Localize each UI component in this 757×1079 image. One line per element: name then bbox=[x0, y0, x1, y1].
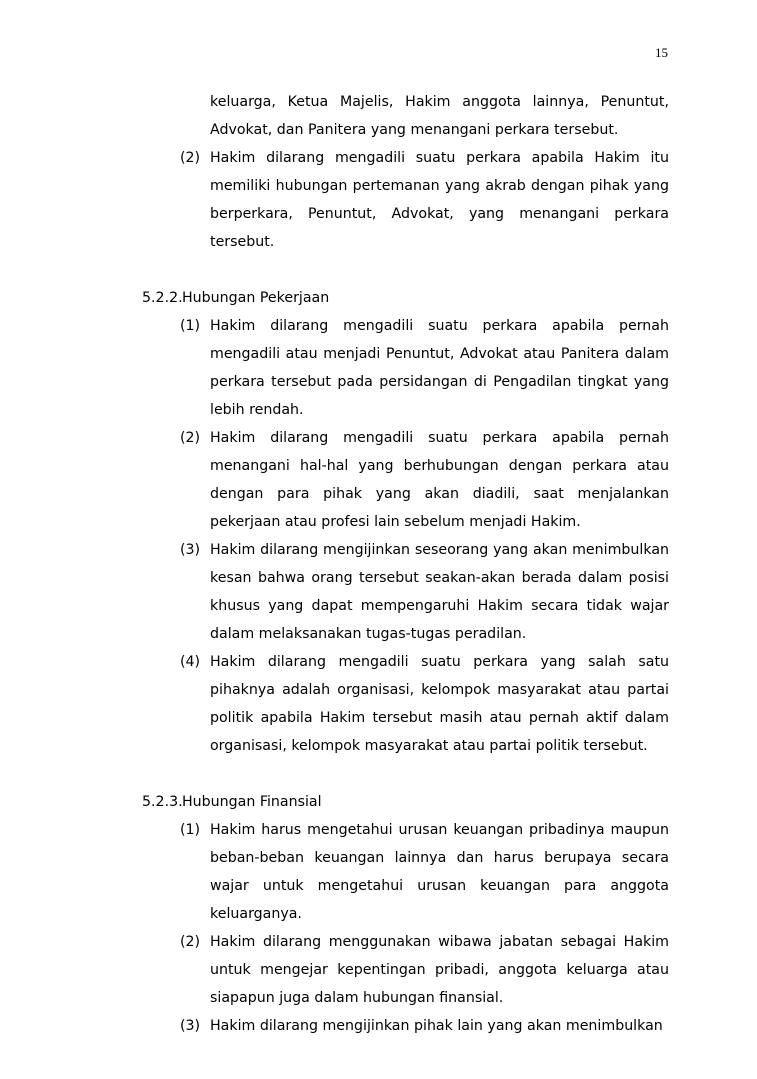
list-item bbox=[142, 928, 669, 1012]
list-item-text: Hakim dilarang mengadili suatu perkara yang salah satu pihaknya adalah organisasi, kelompok masyarakat atau partai politik apabila Hakim tersebut masih atau pernah aktif dalam organisasi, kelompok masyarakat atau partai politik tersebut. bbox=[210, 654, 669, 754]
section-heading bbox=[142, 284, 669, 312]
section-title: Hubungan Pekerjaan bbox=[182, 290, 330, 306]
list-item-number: (4) bbox=[180, 654, 201, 670]
list-item-number: (2) bbox=[180, 430, 201, 446]
page-body bbox=[142, 88, 669, 1040]
list-item-text: Hakim dilarang mengadili suatu perkara apabila pernah mengadili atau menjadi Penuntut, Advokat atau Panitera dalam perkara tersebut pada persidangan di Pengadilan tingkat yang lebih rendah. bbox=[210, 318, 669, 418]
section-title: Hubungan Finansial bbox=[182, 794, 322, 810]
list-item-text: Hakim dilarang mengijinkan seseorang yang akan menimbulkan kesan bahwa orang tersebut seakan-akan berada dalam posisi khusus yang dapat mempengaruhi Hakim secara tidak wajar dalam melaksanakan tugas-tugas peradilan. bbox=[210, 542, 669, 642]
list-item-number: (3) bbox=[180, 1018, 201, 1034]
section-hubungan-finansial bbox=[142, 788, 669, 1040]
list-item-number: (2) bbox=[180, 150, 201, 166]
list-item bbox=[142, 312, 669, 424]
page-number: 15 bbox=[655, 45, 668, 60]
section-heading bbox=[142, 788, 669, 816]
list-item-text: Hakim dilarang mengadili suatu perkara apabila Hakim itu memiliki hubungan pertemanan yang akrab dengan pihak yang berperkara, Penuntut, Advokat, yang menangani perkara tersebut. bbox=[210, 150, 669, 250]
list-item bbox=[142, 424, 669, 536]
section-hubungan-pekerjaan bbox=[142, 284, 669, 760]
list-item-text: Hakim dilarang menggunakan wibawa jabatan sebagai Hakim untuk mengejar kepentingan pribadi, anggota keluarga atau siapapun juga dalam hubungan finansial. bbox=[210, 934, 669, 1006]
list-item-text: Hakim dilarang mengijinkan pihak lain yang akan menimbulkan bbox=[210, 1018, 663, 1034]
list-item-number: (2) bbox=[180, 934, 201, 950]
list-item bbox=[142, 816, 669, 928]
list-item-text: Hakim harus mengetahui urusan keuangan pribadinya maupun beban-beban keuangan lainnya dan harus berupaya secara wajar untuk mengetahui urusan keuangan para anggota keluarganya. bbox=[210, 822, 669, 922]
list-item bbox=[142, 1012, 669, 1040]
section-number: 5.2.2. bbox=[142, 290, 183, 306]
list-item-number: (3) bbox=[180, 542, 201, 558]
list-item bbox=[142, 144, 669, 256]
list-item bbox=[142, 648, 669, 760]
list-item-number: (1) bbox=[180, 318, 201, 334]
list-item bbox=[142, 536, 669, 648]
list-item-text: Hakim dilarang mengadili suatu perkara apabila pernah menangani hal-hal yang berhubungan dengan perkara atau dengan para pihak yang akan diadili, saat menjalankan pekerjaan atau profesi lain sebelum menjadi Hakim. bbox=[210, 430, 669, 530]
section-number: 5.2.3. bbox=[142, 794, 183, 810]
list-item-number: (1) bbox=[180, 822, 201, 838]
continuation-paragraph: keluarga, Ketua Majelis, Hakim anggota lainnya, Penuntut, Advokat, dan Panitera yang menangani perkara tersebut. bbox=[210, 94, 669, 138]
